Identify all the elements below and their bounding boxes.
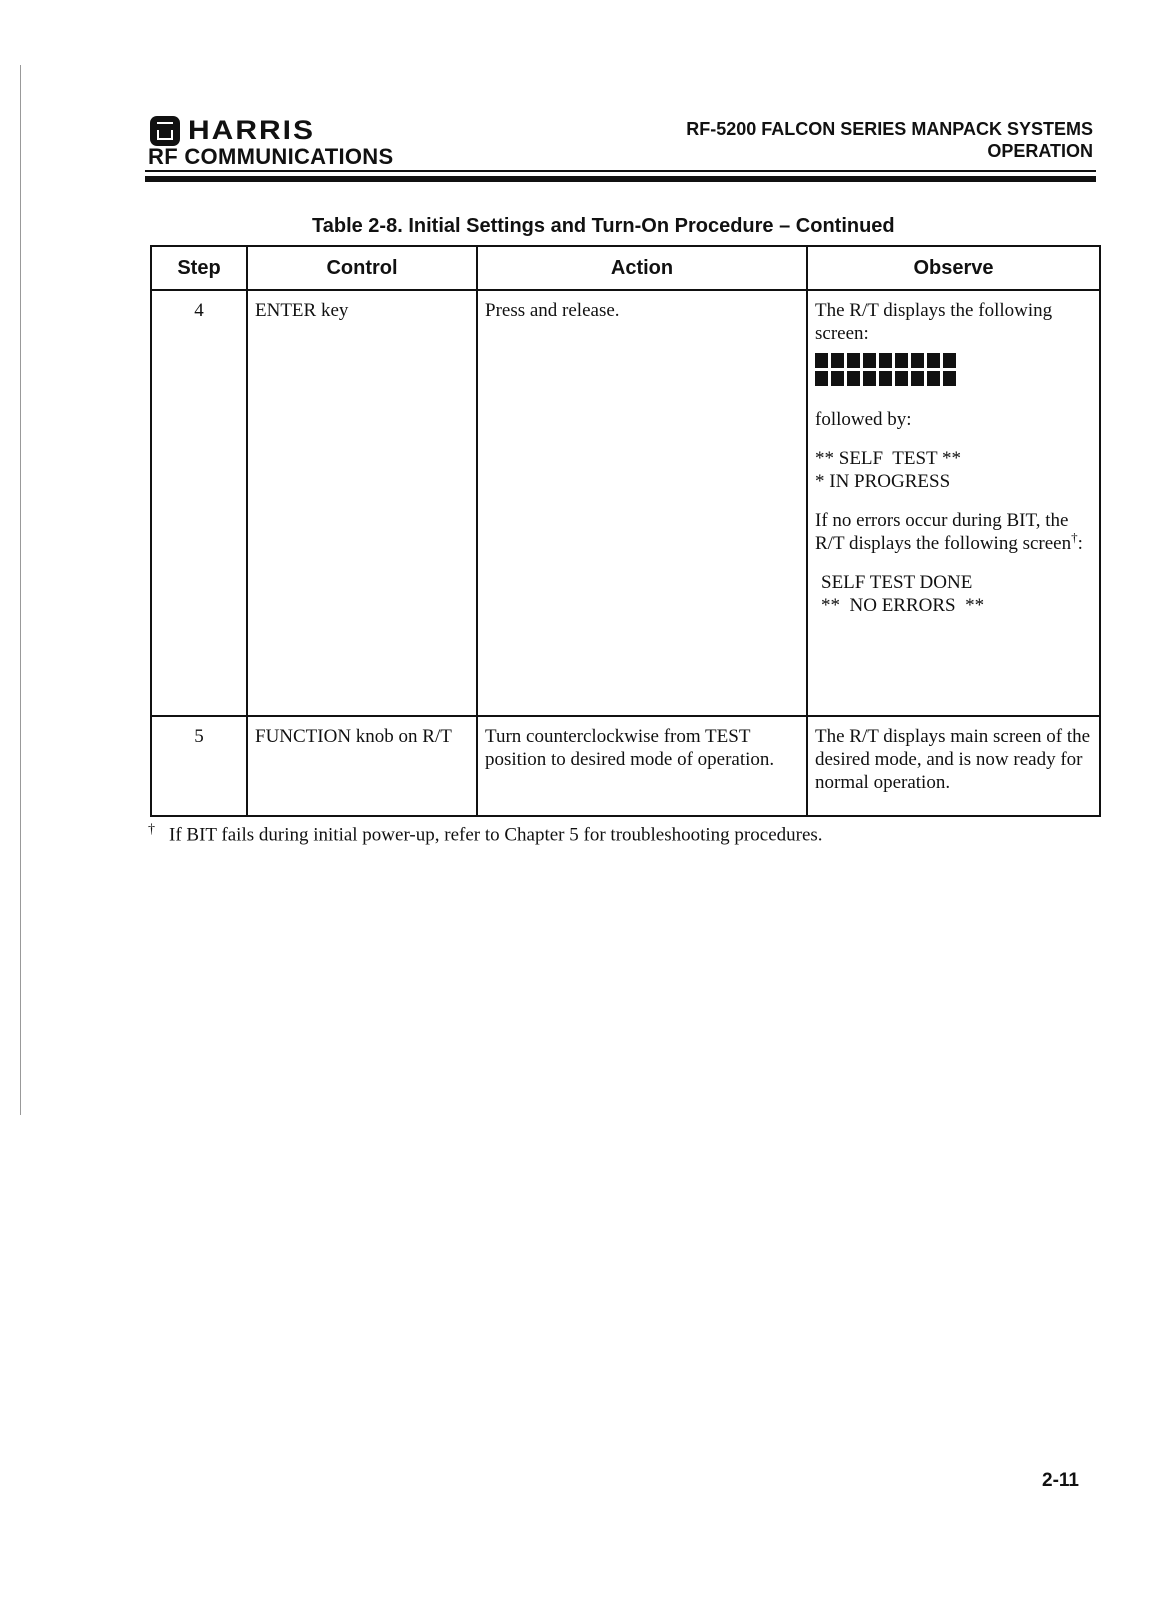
observe-followed-by: followed by: (815, 409, 912, 430)
section-title: OPERATION (987, 141, 1093, 161)
display-pattern-row (815, 353, 1092, 368)
self-test-screen (815, 447, 1092, 493)
self-test-line-1: ** SELF TEST ** (815, 448, 962, 469)
table-header-row (151, 246, 1100, 290)
control-cell: ENTER key (247, 290, 477, 716)
display-test-pattern (815, 353, 1092, 386)
header-rule-thin (145, 170, 1096, 172)
division-name: RF COMMUNICATIONS (148, 144, 394, 169)
self-test-line-2: * IN PROGRESS (815, 471, 951, 492)
procedure-table (150, 245, 1101, 817)
observe-cell: The R/T displays main screen of the desired mode, and is now ready for normal operation. (807, 716, 1100, 816)
control-cell: FUNCTION knob on R/T (247, 716, 477, 816)
table-row (151, 716, 1100, 816)
header-rule-thick (145, 176, 1096, 182)
binding-margin-rule (20, 65, 21, 1115)
observe-cell (807, 290, 1100, 716)
step-cell: 4 (151, 290, 247, 716)
self-test-done-screen (815, 571, 1092, 617)
footnote-dagger: † (148, 822, 155, 837)
action-cell: Press and release. (477, 290, 807, 716)
table-footnote (148, 822, 823, 846)
no-errors-sentence: If no errors occur during BIT, the R/T displays the following screen (815, 510, 1072, 554)
table-row (151, 290, 1100, 716)
harris-logo-icon (150, 116, 180, 146)
done-line-2: ** NO ERRORS ** (821, 595, 985, 616)
brand-name: HARRIS (188, 115, 316, 146)
colon: : (1077, 533, 1083, 554)
action-cell: Turn counterclockwise from TEST position to desired mode of operation. (477, 716, 807, 816)
display-pattern-row (815, 371, 1092, 386)
observe-no-errors-text (815, 509, 1092, 555)
column-header-observe: Observe (807, 246, 1100, 290)
harris-logo (150, 114, 315, 148)
column-header-step: Step (151, 246, 247, 290)
footnote-text: If BIT fails during initial power-up, refer to Chapter 5 for troubleshooting procedures. (169, 824, 823, 846)
done-line-1: SELF TEST DONE (821, 572, 973, 593)
table-title: Table 2-8. Initial Settings and Turn-On Procedure – Continued (312, 215, 895, 237)
column-header-action: Action (477, 246, 807, 290)
page-number: 2-11 (1042, 1470, 1079, 1491)
observe-intro: The R/T displays the following screen: (815, 300, 1053, 344)
column-header-control: Control (247, 246, 477, 290)
document-title: RF-5200 FALCON SERIES MANPACK SYSTEMS (686, 119, 1093, 139)
step-cell: 5 (151, 716, 247, 816)
dagger-mark: † (1071, 529, 1078, 545)
document-header (686, 118, 1093, 162)
